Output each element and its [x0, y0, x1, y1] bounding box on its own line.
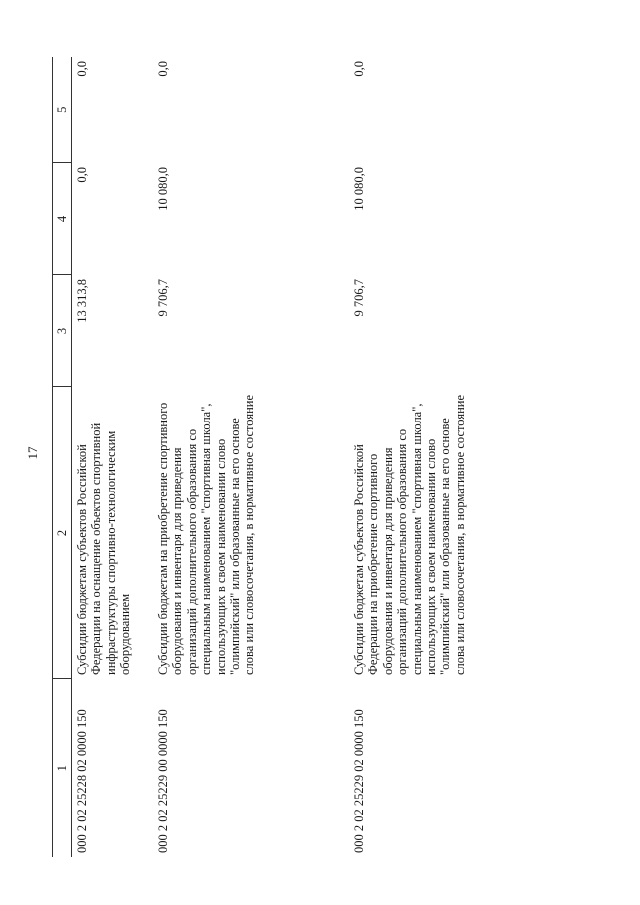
header-col-5: 5	[53, 57, 72, 163]
amount-col-3: 9 706,7	[352, 279, 366, 317]
amount-col-3: 9 706,7	[156, 279, 170, 317]
budget-table	[52, 57, 582, 857]
budget-code: 000 2 02 25228 02 0000 150	[75, 709, 89, 853]
budget-item-name: Субсидии бюджетам субъектов Российской Федерации на приобретение спортивного оборудования и инвентаря для приведения организаций дополнительного образования со специальным наименованием "спортивная школа", использующих в своем наименовании слово "олимпийский" или образованные на его основе слова или словосочетания, в нормативное состояние	[352, 395, 467, 675]
amount-col-5: 0,0	[352, 61, 366, 77]
amount-col-5: 0,0	[156, 61, 170, 77]
page-number: 17	[25, 446, 40, 460]
budget-code: 000 2 02 25229 02 0000 150	[352, 709, 366, 853]
budget-code: 000 2 02 25229 00 0000 150	[156, 709, 170, 853]
header-col-1: 1	[53, 679, 72, 857]
amount-col-5: 0,0	[75, 61, 89, 77]
amount-col-4: 10 080,0	[352, 167, 366, 211]
amount-col-3: 13 313,8	[75, 279, 89, 323]
header-col-4: 4	[53, 163, 72, 275]
header-col-3: 3	[53, 275, 72, 387]
table-header	[53, 57, 72, 857]
table-row	[153, 57, 349, 857]
budget-item-name: Субсидии бюджетам субъектов Российской Федерации на оснащение объектов спортивной инфраструктуры спортивно-технологическим оборудованием	[75, 422, 133, 675]
amount-col-4: 0,0	[75, 167, 89, 183]
table-row	[72, 57, 154, 857]
table-row	[349, 57, 582, 857]
header-col-2: 2	[53, 387, 72, 679]
amount-col-4: 10 080,0	[156, 167, 170, 211]
header-row	[53, 57, 72, 857]
budget-item-name: Субсидии бюджетам на приобретение спортивного оборудования и инвентаря для приведения организаций дополнительного образования со специальным наименованием "спортивная школа", использующих в своем наименовании слово "олимпийский" или образованные на его основе слова или словосочетания, в нормативное состояние	[156, 395, 257, 675]
